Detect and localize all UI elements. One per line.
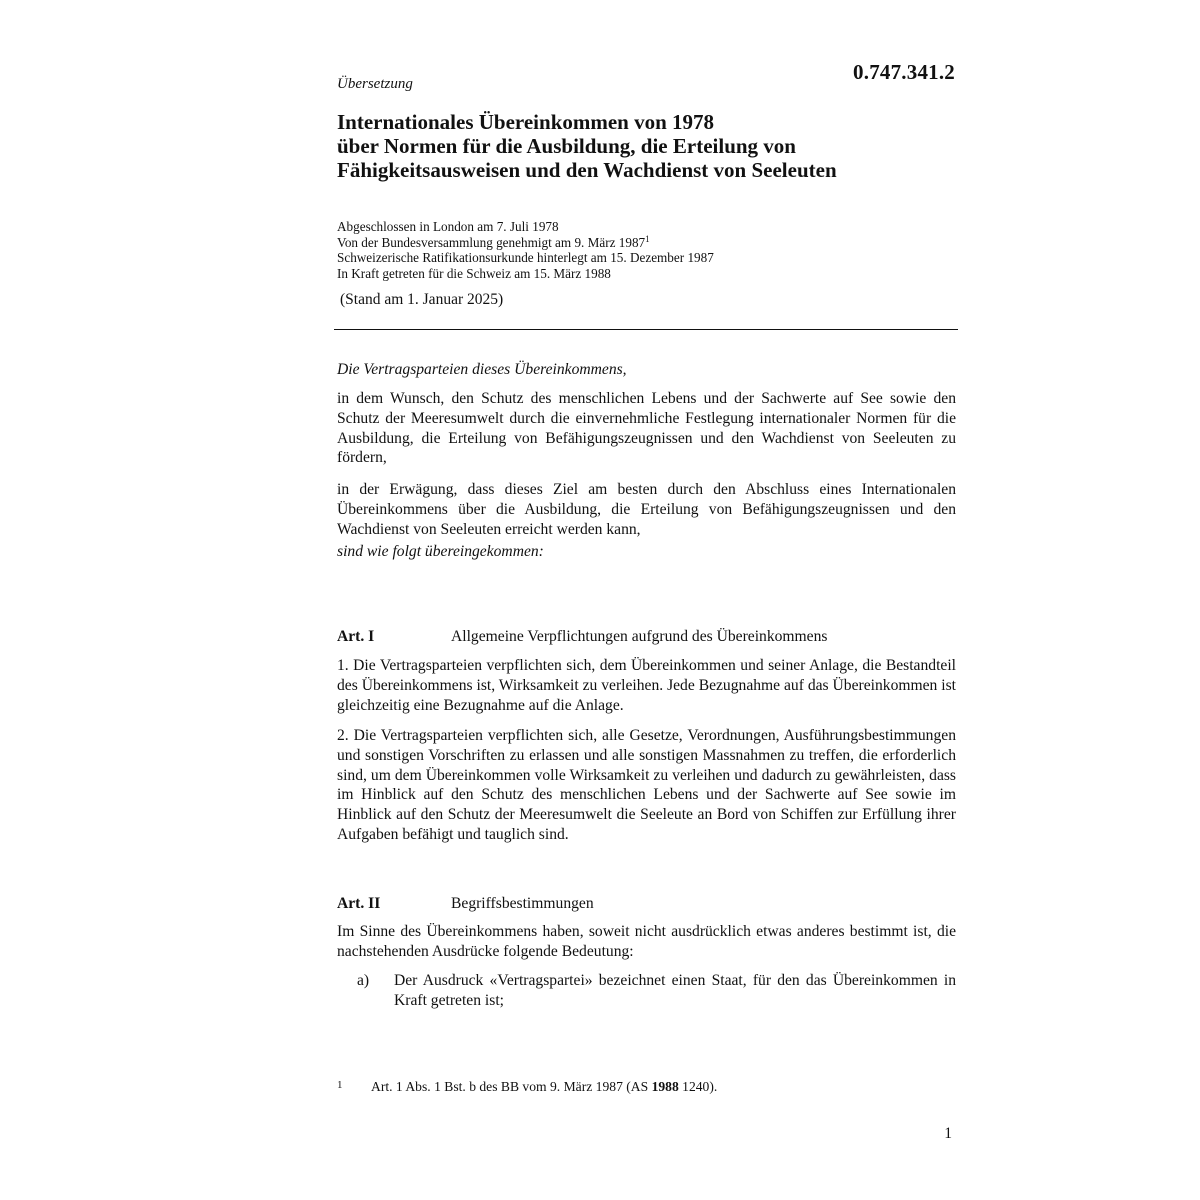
article-2-title: Begriffsbestimmungen <box>451 895 594 912</box>
preamble-heading: Die Vertragsparteien dieses Übereinkommens, <box>337 361 627 378</box>
article-1-heading <box>337 628 956 646</box>
article-1-title: Allgemeine Verpflichtungen aufgrund des Übereinkommens <box>451 628 828 645</box>
footnote-reference[interactable]: 1 <box>645 233 650 244</box>
concluded-date: Abgeschlossen in London am 7. Juli 1978 <box>337 219 559 234</box>
article-1-paragraph-2: 2. Die Vertragsparteien verpflichten sich, alle Gesetze, Verordnungen, Ausführungsbestimmungen und sonstigen Vorschriften zu erlassen und alle sonstigen Massnahmen zu treffen, die erforderlich sind, um dem Übereinkommen volle Wirksamkeit zu verleihen und dadurch zu gewährleisten, dass im Hinblick auf den Schutz des menschlichen Lebens und der Sachwerte auf See sowie im Hinblick auf den Schutz der Meeresumwelt die Seeleute an Bord von Schiffen zur Erfüllung ihrer Aufgaben befähigt und tauglich sind. <box>337 727 956 843</box>
ratification-date: Schweizerische Ratifikationsurkunde hinterlegt am 15. Dezember 1987 <box>337 250 714 265</box>
footnote-text-before: Art. 1 Abs. 1 Bst. b des BB vom 9. März 1987 (AS <box>371 1079 652 1094</box>
enactment-metadata <box>337 219 956 281</box>
translation-label: Übersetzung <box>337 76 413 92</box>
preamble-paragraph-1: in dem Wunsch, den Schutz des menschlichen Lebens und der Sachwerte auf See sowie den Schutz der Meeresumwelt durch die einvernehmliche Festlegung internationaler Normen für die Ausbildung, die Erteilung von Befähigungszeugnissen und den Wachdienst von Seeleuten zu fördern, <box>337 390 956 467</box>
preamble-agreement: sind wie folgt übereingekommen: <box>337 543 544 560</box>
article-1-number: Art. I <box>337 628 375 645</box>
footnote-text-bold: 1988 <box>651 1079 679 1094</box>
definition-item <box>357 971 956 1011</box>
document-title <box>337 110 956 182</box>
definition-item-text: Der Ausdruck «Vertragspartei» bezeichnet einen Staat, für den das Übereinkommen in Kraft getreten ist; <box>394 972 956 1009</box>
preamble-paragraph-2: in der Erwägung, dass dieses Ziel am besten durch den Abschluss eines Internationalen Übereinkommens über die Ausbildung, die Erteilung von Befähigungszeugnissen und den Wachdienst von Seeleuten erreicht werden kann, <box>337 481 956 538</box>
approved-date: Von der Bundesversammlung genehmigt am 9. März 1987 <box>337 234 646 250</box>
in-force-date: In Kraft getreten für die Schweiz am 15. März 1988 <box>337 265 611 281</box>
article-1-paragraph-1: 1. Die Vertragsparteien verpflichten sich, dem Übereinkommen und seiner Anlage, die Bestandteil des Übereinkommens ist, Wirksamkeit zu verleihen. Jede Bezugnahme auf das Übereinkommen ist gleichzeitig eine Bezugnahme auf die Anlage. <box>337 657 956 714</box>
title-line-1: Internationales Übereinkommen von 1978 <box>337 110 715 134</box>
approved-line <box>337 235 956 251</box>
definition-item-letter: a) <box>357 972 370 989</box>
page-number: 1 <box>944 1125 952 1142</box>
footnote <box>337 1079 717 1095</box>
footnote-text-after: 1240). <box>678 1079 718 1094</box>
header-divider <box>334 329 958 330</box>
title-line-2: über Normen für die Ausbildung, die Erteilung von <box>337 134 796 158</box>
article-2-number: Art. II <box>337 895 381 912</box>
article-2-heading <box>337 895 956 913</box>
footnote-mark: 1 <box>337 1079 343 1091</box>
document-number: 0.747.341.2 <box>853 60 955 84</box>
title-line-3: Fähigkeitsausweisen und den Wachdienst von Seeleuten <box>337 158 837 182</box>
status-date: (Stand am 1. Januar 2025) <box>340 291 504 308</box>
article-2-paragraph-1: Im Sinne des Übereinkommens haben, soweit nicht ausdrücklich etwas anderes bestimmt ist, die nachstehenden Ausdrücke folgende Bedeutung: <box>337 923 956 960</box>
